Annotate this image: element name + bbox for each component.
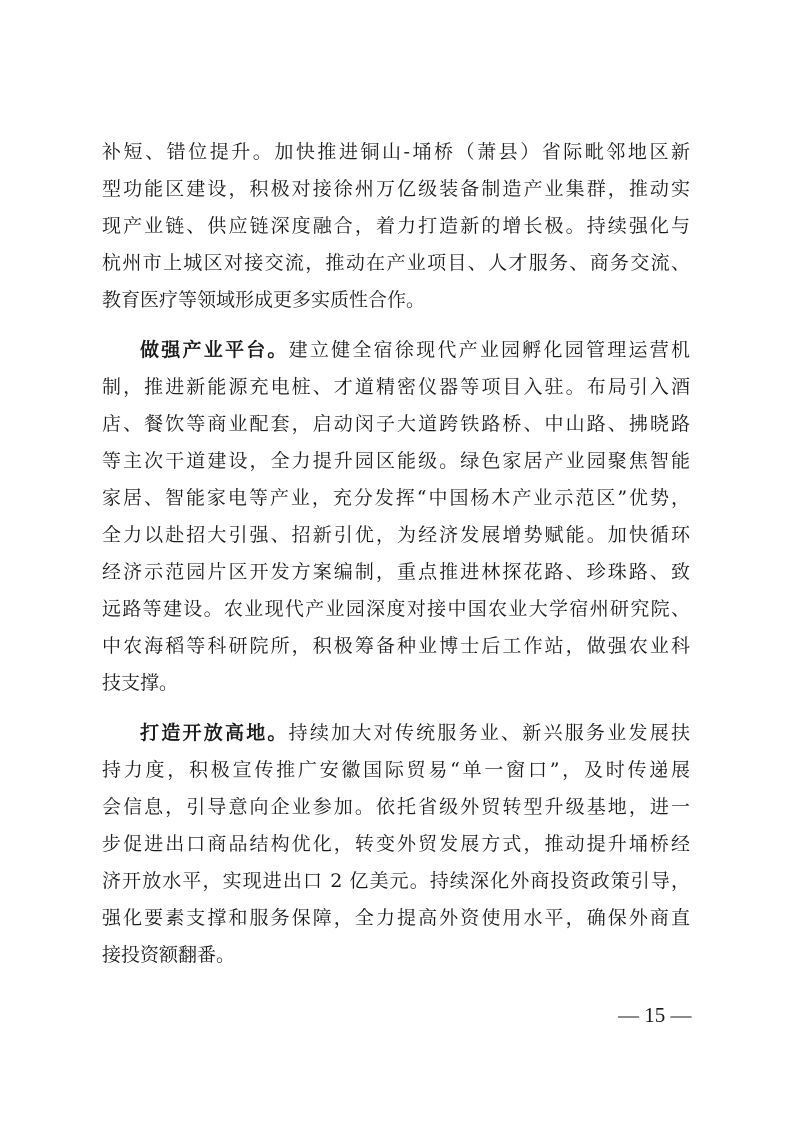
text-line: 远路等建设。农业现代产业园深度对接中国农业大学宿州研究院、 [102,598,690,620]
text-line: 强化要素支撑和服务保障，全力提高外资使用水平，确保外商直 [102,907,690,929]
text-line [102,332,690,369]
paragraph-open-highland [102,715,690,974]
text-line: 步促进出口商品结构优化，转变外贸发展方式，推动提升埇桥经 [102,833,690,855]
line-text: 持续加大对传统服务业、新兴服务业发展扶 [288,722,690,744]
text-line: 现产业链、供应链深度融合，着力打造新的增长极。持续强化与 [102,215,690,237]
line-text: 建立健全宿徐现代产业园孵化园管理运营机 [288,339,690,361]
text-line: 等主次干道建设，全力提升园区能级。绿色家居产业园聚焦智能 [102,450,690,472]
text-line: 会信息，引导意向企业参加。依托省级外贸转型升级基地，进一 [102,796,690,818]
section-heading: 打造开放高地。 [140,722,289,744]
text-line: 型功能区建设，积极对接徐州万亿级装备制造产业集群，推动实 [102,178,690,200]
text-line: 经济示范园片区开发方案编制，重点推进林探花路、珍珠路、致 [102,561,690,583]
text-line: 店、餐饮等商业配套，启动闵子大道跨铁路桥、中山路、拂晓路 [102,413,690,435]
text-line: 接投资额翻番。 [102,944,236,966]
section-heading: 做强产业平台。 [140,339,289,361]
text-line: 中农海稻等科研院所，积极筹备种业博士后工作站，做强农业科 [102,635,690,657]
text-line [102,715,690,752]
text-line: 济开放水平，实现进出口 2 亿美元。持续深化外商投资政策引导， [102,870,690,892]
text-line: 持力度，积极宣传推广安徽国际贸易“单一窗口”，及时传递展 [102,759,690,781]
text-line: 技支撑。 [102,672,179,694]
text-line: 全力以赴招大引强、招新引优，为经济发展增势赋能。加快循环 [102,524,690,546]
text-line: 杭州市上城区对接交流，推动在产业项目、人才服务、商务交流、 [102,252,690,274]
text-line: 补短、错位提升。加快推进铜山-埇桥（萧县）省际毗邻地区新 [102,141,690,163]
paragraph-industrial-platform [102,332,690,702]
paragraph-continuation [102,134,690,319]
body-text [102,134,690,974]
text-line: 制，推进新能源充电桩、才道精密仪器等项目入驻。布局引入酒 [102,376,690,398]
text-line: 家居、智能家电等产业，充分发挥“中国杨木产业示范区”优势， [102,487,690,509]
text-line: 教育医疗等领域形成更多实质性合作。 [102,289,426,311]
page-number: — 15 — [618,1003,692,1027]
